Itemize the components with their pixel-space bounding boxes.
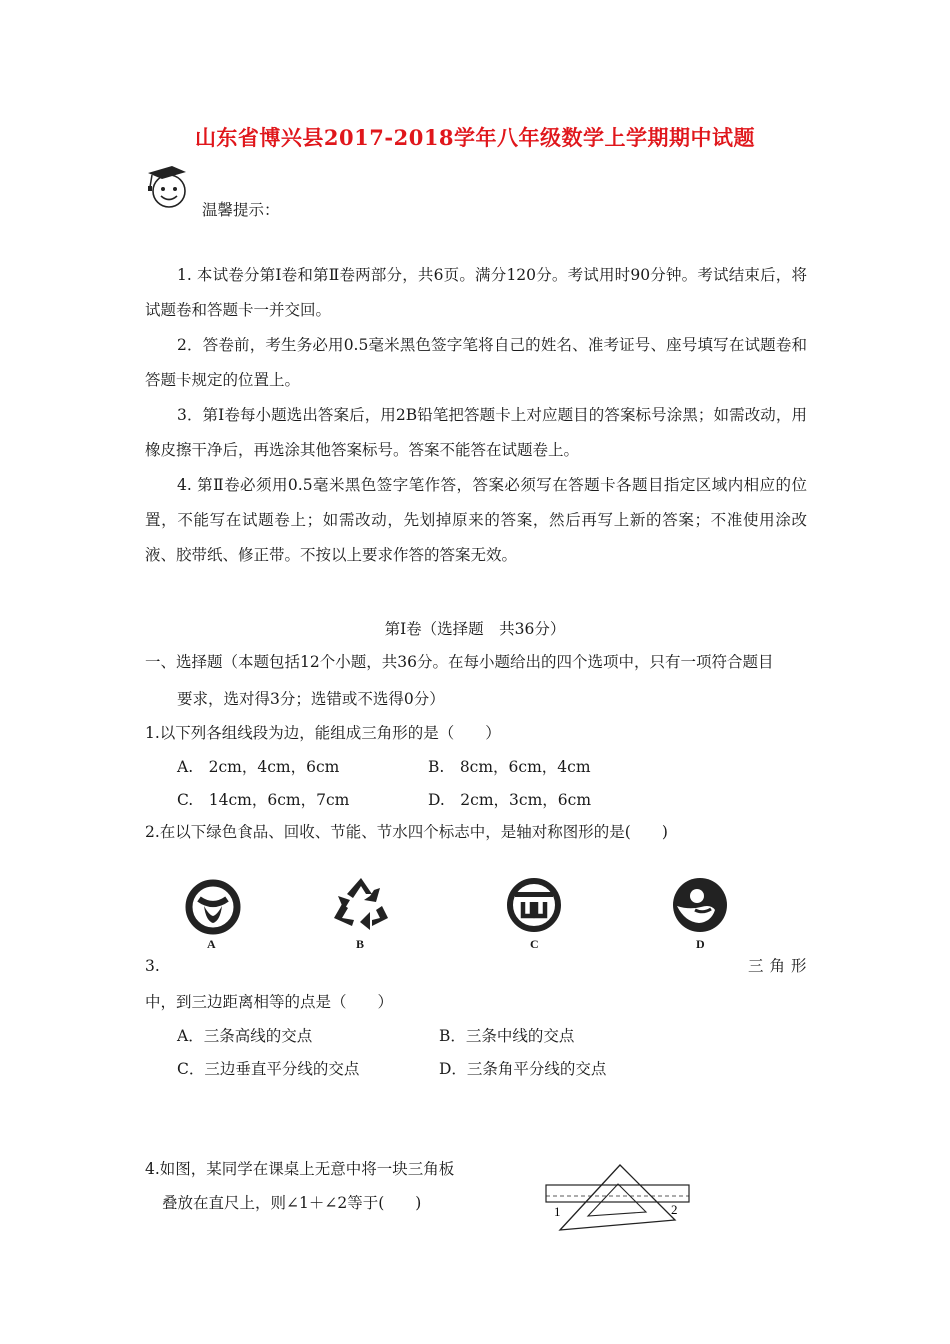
- q1-option-b: B. 8cm，6cm，4cm: [428, 758, 591, 776]
- tip-item-1: 1. 本试卷分第Ⅰ卷和第Ⅱ卷两部分，共6页。满分120分。考试用时90分钟。考试结束后，将试题卷和答题卡一并交回。: [145, 266, 807, 319]
- angle-1-label: 1: [554, 1204, 561, 1219]
- q1-option-c: C. 14cm，6cm，7cm: [177, 791, 350, 809]
- q3-option-d: D．三条角平分线的交点: [439, 1060, 607, 1078]
- q4-line2: 叠放在直尺上，则∠1＋∠2等于( ): [162, 1194, 422, 1212]
- angle-2-label: 2: [671, 1202, 678, 1217]
- q3-stem-cont: 中，到三边距离相等的点是（ ）: [145, 993, 394, 1011]
- q3-option-c: C．三边垂直平分线的交点: [177, 1060, 360, 1078]
- water-saving-logo-icon: [671, 876, 729, 934]
- q1-option-d: D. 2cm，3cm，6cm: [428, 791, 592, 809]
- q4-line1: 4.如图，某同学在课桌上无意中将一块三角板: [145, 1160, 455, 1178]
- triangle-ruler-outer: [560, 1165, 675, 1230]
- triangle-ruler-inner: [588, 1184, 646, 1216]
- ruler-shape: [546, 1185, 689, 1202]
- q2-stem: 2.在以下绿色食品、回收、节能、节水四个标志中，是轴对称图形的是( ): [145, 823, 668, 841]
- q3-option-b: B．三条中线的交点: [439, 1027, 575, 1045]
- q1-stem: 1.以下列各组线段为边，能组成三角形的是（ ）: [145, 724, 501, 742]
- tips-heading: 温馨提示：: [202, 201, 280, 219]
- q3-number: 3.: [145, 957, 160, 975]
- tip-item-3: 3．第Ⅰ卷每小题选出答案后，用2B铅笔把答题卡上对应题目的答案标号涂黑；如需改动，用橡皮擦干净后，再选涂其他答案标号。答案不能答在试题卷上。: [145, 406, 807, 459]
- q2-label-a: A: [207, 937, 216, 951]
- page-title: 山东省博兴县2017-2018学年八年级数学上学期期中试题: [194, 125, 756, 150]
- q1-option-a: A. 2cm，4cm，6cm: [177, 758, 340, 776]
- section-intro-line1: 一、选择题（本题包括12个小题，共36分。在每小题给出的四个选项中，只有一项符合题目: [145, 653, 774, 671]
- section-intro-line2: 要求，选对得3分；选错或不选得0分）: [177, 690, 445, 708]
- q3-stem-end: 三角形: [748, 957, 813, 975]
- recycle-logo-icon: [330, 874, 392, 932]
- tip-item-4: 4. 第Ⅱ卷必须用0.5毫米黑色签字笔作答，答案必须写在答题卡各题目指定区域内相应的位置，不能写在试题卷上；如需改动，先划掉原来的答案，然后再写上新的答案；不准使用涂改液、胶带纸、修正带。不按以上要求作答的答案无效。: [145, 476, 807, 564]
- q2-label-c: C: [530, 937, 539, 951]
- q3-option-a: A．三条高线的交点: [177, 1027, 313, 1045]
- green-food-logo-icon: [184, 878, 242, 936]
- tip-item-2: 2．答卷前，考生务必用0.5毫米黑色签字笔将自己的姓名、准考证号、座号填写在试题卷和答题卡规定的位置上。: [145, 336, 807, 389]
- q2-label-d: D: [696, 937, 705, 951]
- q2-label-b: B: [356, 937, 365, 951]
- section-header: 第Ⅰ卷（选择题 共36分）: [384, 620, 566, 638]
- energy-saving-logo-icon: [505, 876, 563, 934]
- smiley-mascot-icon: [142, 163, 192, 213]
- q4-figure: [540, 1160, 700, 1236]
